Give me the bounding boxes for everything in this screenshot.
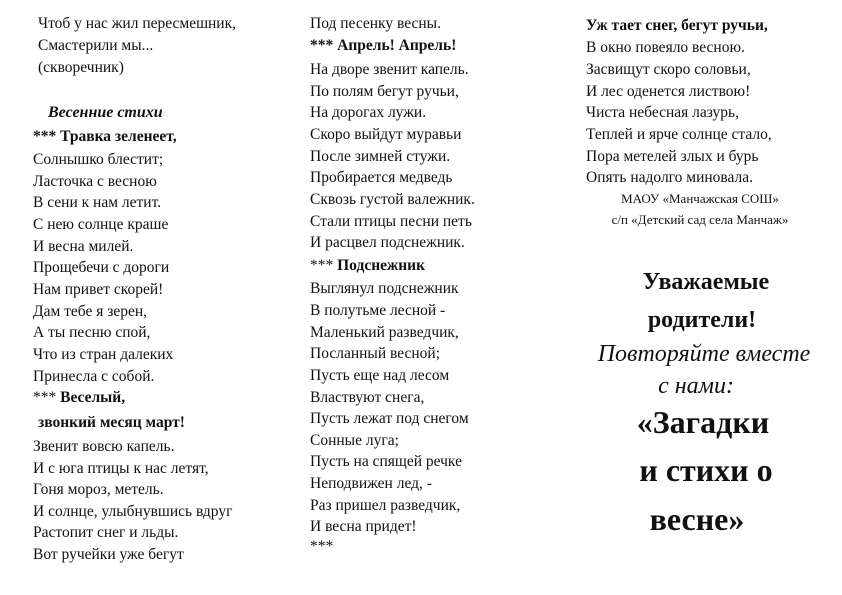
end-mark: *** xyxy=(310,538,334,555)
poem-line: Ласточка с весною xyxy=(33,173,157,190)
poem-line: И весна придет! xyxy=(310,518,417,535)
poem-line: Растопит снег и льды. xyxy=(33,524,179,541)
poem-line: Скоро выйдут муравьи xyxy=(310,126,462,143)
poem-title-line xyxy=(310,257,425,275)
poem-line: А ты песню спой, xyxy=(33,324,151,341)
poem-title-line xyxy=(33,389,125,407)
poem-line: Вот ручейки уже бегут xyxy=(33,546,184,563)
poem-line: Маленький разведчик, xyxy=(310,324,459,341)
poem-line: Дам тебе я зерен, xyxy=(33,303,148,320)
poem-title-stars: *** xyxy=(310,257,334,274)
appeal-heading: родители! xyxy=(647,307,757,333)
poem-line: После зимней стужи. xyxy=(310,148,451,165)
poem-line: В сени к нам летит. xyxy=(33,194,162,211)
riddle-answer: (скворечник) xyxy=(38,59,124,76)
poem-line: Под песенку весны. xyxy=(310,15,441,32)
poem-line: Солнышко блестит; xyxy=(33,151,164,168)
poem-title: звонкий месяц март! xyxy=(38,414,185,431)
poem-title: Веселый, xyxy=(60,389,126,406)
poem-line: Пробирается медведь xyxy=(310,169,453,186)
poem-line: И расцвел подснежник. xyxy=(310,234,465,251)
poem-line: Неподвижен лед, - xyxy=(310,475,432,492)
poem-line: Властвуют снега, xyxy=(310,389,425,406)
poem-line: Выглянул подснежник xyxy=(310,280,459,297)
poem-line: Теплей и ярче солнце стало, xyxy=(586,126,772,143)
poem-line: С нею солнце краше xyxy=(33,216,169,233)
poem-line: Пусть на спящей речке xyxy=(310,453,462,470)
poem-line: Гоня мороз, метель. xyxy=(33,481,164,498)
org-subname: с/п «Детский сад села Манчаж» xyxy=(611,212,789,227)
poem-line: Раз пришел разведчик, xyxy=(310,497,461,514)
poem-line: На дорогах лужи. xyxy=(310,104,427,121)
poem-line: Стали птицы песни петь xyxy=(310,213,472,230)
poem-line: Нам привет скорей! xyxy=(33,281,164,298)
poem-line: Пора метелей злых и бурь xyxy=(586,148,759,165)
poem-line: Чиста небесная лазурь, xyxy=(586,104,740,121)
riddle-line: Чтоб у нас жил пересмешник, xyxy=(38,15,237,32)
riddle-line: Смастерили мы... xyxy=(38,37,154,54)
poem-title: Подснежник xyxy=(337,257,426,274)
poem-line: По полям бегут ручьи, xyxy=(310,83,459,100)
poem-line: В окно повеяло весною. xyxy=(586,39,745,56)
poem-line: Звенит вовсю капель. xyxy=(33,438,175,455)
poem-title: Уж тает снег, бегут ручьи, xyxy=(586,17,768,34)
poem-line: Засвищут скоро соловьи, xyxy=(586,61,751,78)
booklet-title: «Загадки xyxy=(636,404,770,440)
poem-title-stars: *** xyxy=(33,389,57,406)
section-title: Весенние стихи xyxy=(48,104,163,121)
poem-line: Посланный весной; xyxy=(310,345,441,362)
poem-line: И лес оденется листвою! xyxy=(586,83,751,100)
org-name: МАОУ «Манчажская СОШ» xyxy=(621,191,779,206)
poem-line: Сквозь густой валежник. xyxy=(310,191,475,208)
poem-line: Опять надолго миновала. xyxy=(586,169,754,186)
poem-line: Сонные луга; xyxy=(310,432,399,449)
poem-title: *** Апрель! Апрель! xyxy=(310,37,457,54)
poem-line: Прощебечи с дороги xyxy=(33,259,170,276)
poem-title: *** Травка зеленеет, xyxy=(33,128,177,145)
poem-line: Принесла с собой. xyxy=(33,368,155,385)
poem-line: Что из стран далеких xyxy=(33,346,174,363)
poem-line: Пусть лежат под снегом xyxy=(310,410,469,427)
booklet-title: весне» xyxy=(649,501,745,537)
appeal-subheading: Повторяйте вместе xyxy=(597,341,811,367)
poem-line: На дворе звенит капель. xyxy=(310,61,469,78)
appeal-heading: Уважаемые xyxy=(642,269,770,295)
appeal-subheading: с нами: xyxy=(658,373,734,399)
poem-line: Пусть еще над лесом xyxy=(310,367,450,384)
poem-line: И солнце, улыбнувшись вдруг xyxy=(33,503,233,520)
poem-line: И весна милей. xyxy=(33,238,134,255)
poem-line: В полутьме лесной - xyxy=(310,302,446,319)
booklet-title: и стихи о xyxy=(639,452,773,488)
poem-line: И с юга птицы к нас летят, xyxy=(33,460,209,477)
